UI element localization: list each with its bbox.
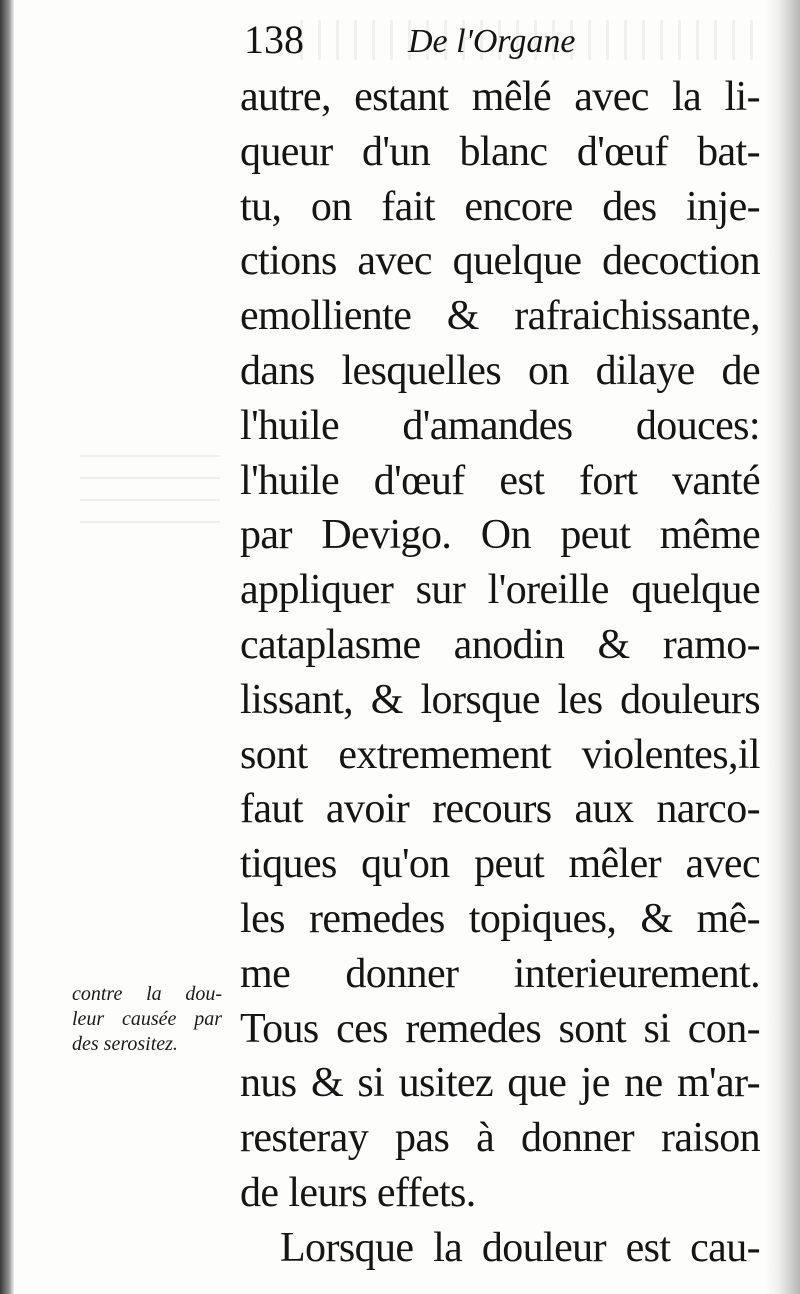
marginal-note [72,982,222,1057]
page-number: 138 [244,17,304,62]
text-line: tiques qu'on peut mêler avec [240,841,760,888]
text-line: resteray pas à donner raison [240,1115,760,1162]
text-line: faut avoir recours aux narco- [240,786,760,833]
text-line: lissant, & lorsque les douleurs [240,676,760,723]
main-text-block [240,70,760,1276]
marginal-note-line: contre la dou- [72,983,222,1005]
text-line: par Devigo. On peut même [240,512,760,559]
text-line: l'huile d'amandes douces: [240,402,760,449]
text-line: queur d'un blanc d'œuf bat- [240,128,760,175]
page-header [240,12,620,68]
page-edge-shadow [764,0,800,1294]
text-line: l'huile d'œuf est fort vanté [240,457,760,504]
text-line: cataplasme anodin & ramo- [240,621,760,668]
paragraph-end-line: de leurs effets. [240,1169,476,1216]
text-line: sont extremement violentes,il [240,731,760,778]
text-line: dans lesquelles on dilaye de [240,347,760,394]
marginal-note-line: leur causée par [72,1008,222,1030]
paragraph-start-line: Lorsque la douleur est cau- [280,1224,760,1271]
marginal-note-line: des serositez. [72,1033,178,1055]
text-line: ctions avec quelque decoction [240,238,760,285]
binding-gutter [0,0,14,1294]
text-line: nus & si usitez que je ne m'ar- [240,1060,760,1107]
text-line: Tous ces remedes sont si con- [240,1005,760,1052]
text-line: les remedes topiques, & mê- [240,895,760,942]
running-head: De l'Organe [408,23,576,60]
text-line: emolliente & rafraichissante, [240,293,760,340]
text-line: autre, estant mêlé avec la li- [240,74,760,120]
text-line: appliquer sur l'oreille quelque [240,567,760,614]
text-line: me donner interieurement. [240,950,760,997]
show-through-bleed [80,455,220,535]
text-line: tu, on fait encore des inje- [240,183,760,230]
